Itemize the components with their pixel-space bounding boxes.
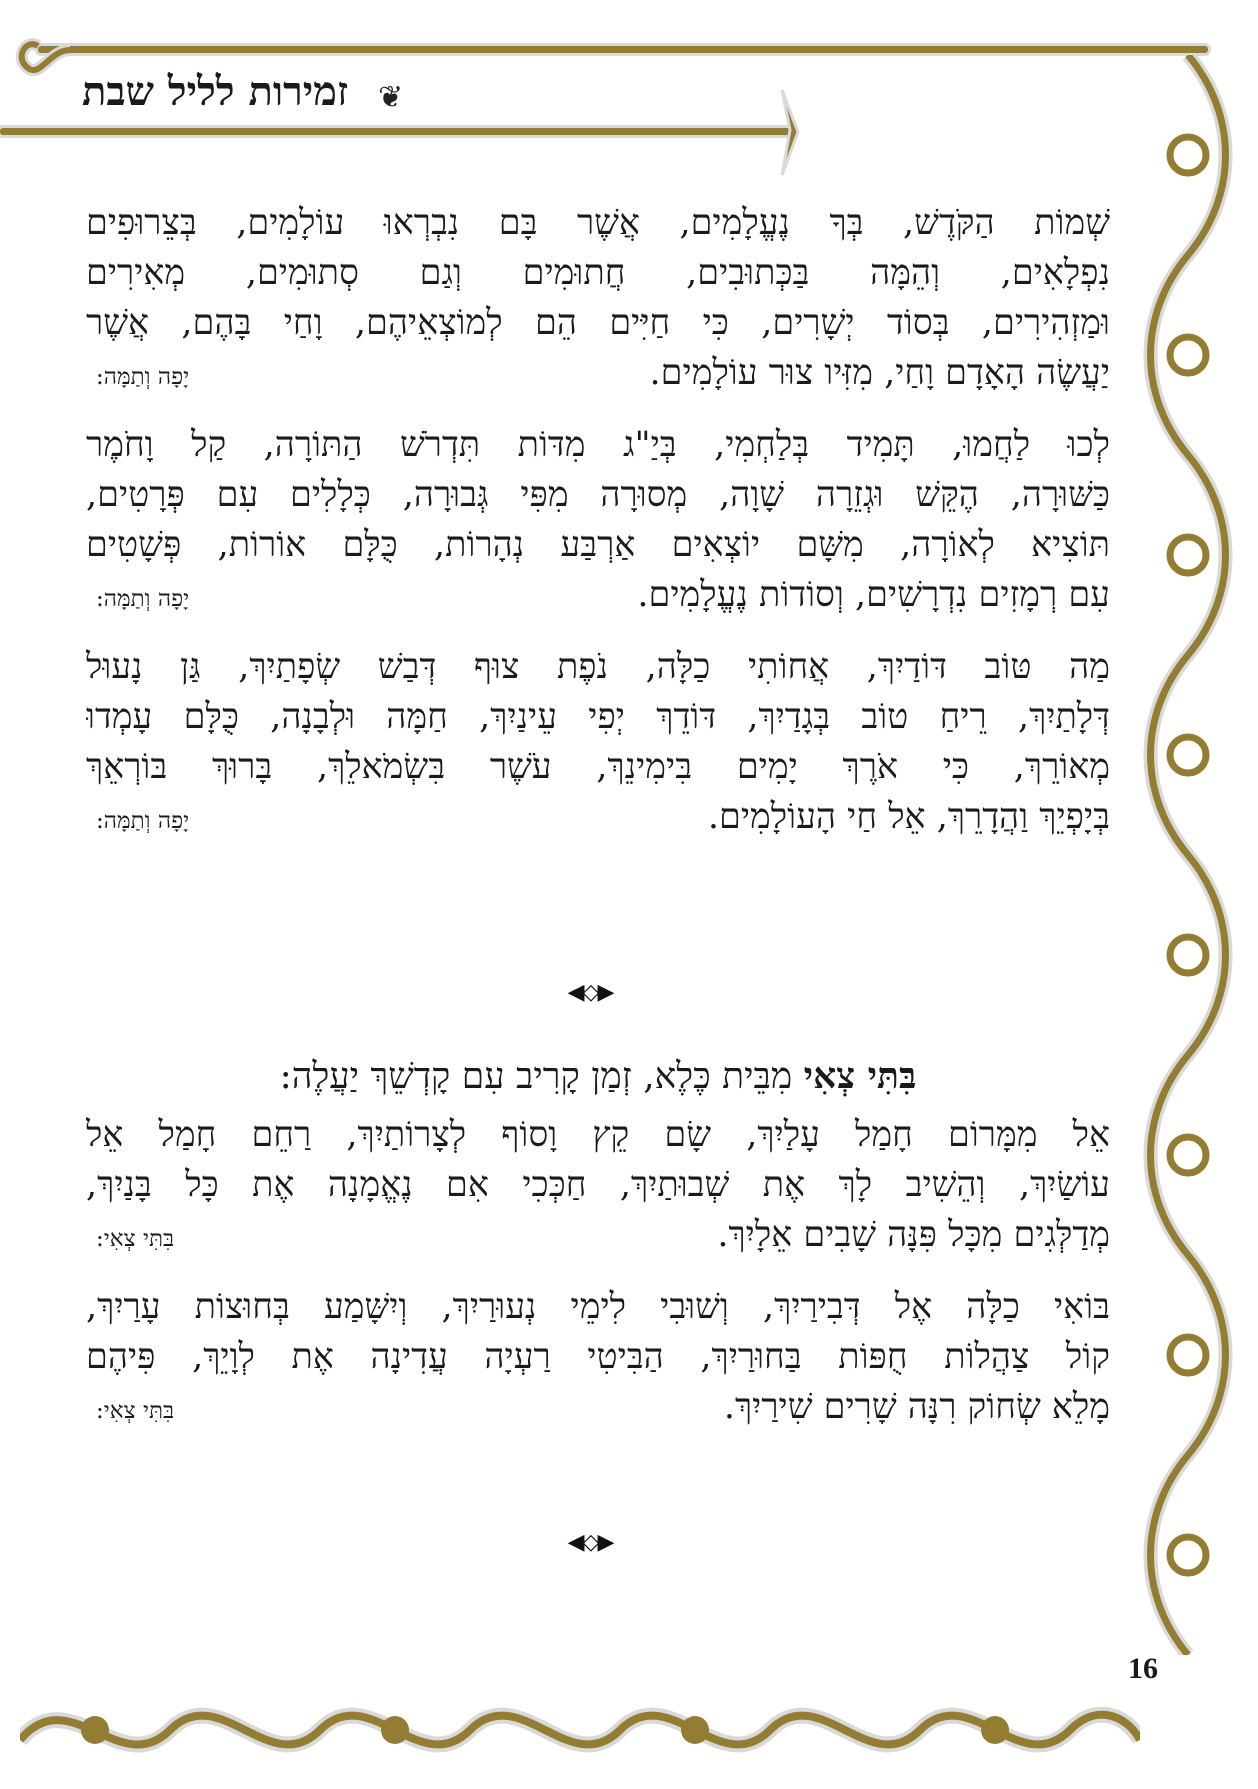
verse-line: מְאוֹרֵךְ, כִּי אֹרֶךְ יָמִים בִּימִינֵךְ, עֹשֶׁר בִּשְׂמֹאלֵךְ, בָּרוּךְ בּוֹרְאֵךְ <box>86 747 1110 787</box>
verse-line: לְכוּ לַחֲמוּ, תָּמִיד בְּלַחְמִי, בְּיַ"ג מִדּוֹת תִּדְרֹשׁ הַתּוֹרָה, קַל וָחֹמֶר <box>86 425 1110 465</box>
verse-line: תּוֹצִיא לְאוֹרָה, מִשָּׁם יוֹצְאִים אַרְבַּע נְהָרוֹת, כֻּלָּם אוֹרוֹת, פְּשָׁטִים <box>86 525 1110 565</box>
verse-line: מְדַלְּגִים מִכָּל פִּנָּה שָׁבִים אֵלָיִךְ. <box>717 1215 1110 1255</box>
verse-line: דְּלָתַיִךְ, רֵיחַ טוֹב בְּגָדַיִךְ, דּוֹדֵךְ יְפִי עֵינַיִךְ, חַמָּה וּלְבָנָה, כֻּלָּם עָמְדוּ <box>86 697 1110 737</box>
diamond-divider-icon: ◀◇▶ <box>567 980 613 1005</box>
section-heading <box>86 1055 1110 1097</box>
verse-line: וּמַזְהִירִים, בְּסוֹד יְשָׁרִים, כִּי חַיִּים הֵם לְמוֹצְאֵיהֶם, וָחַי בָּהֶם, אֲשֶׁר <box>86 303 1110 343</box>
ornamental-border-right <box>1128 55 1246 1655</box>
stanza <box>86 198 1110 398</box>
refrain-cue: יָפָה וְתַמָּה: <box>96 364 190 390</box>
refrain-cue: בִּתִּי צְאִי: <box>96 1398 175 1424</box>
stanzas-part1 <box>86 198 1110 864</box>
header-bottom-rule <box>0 128 790 135</box>
verse-line: שְׁמוֹת הַקֹּדֶשׁ, בְּךָ נֶעֱלָמִים, אֲשֶׁר בָּם נִבְרְאוּ עוֹלָמִים, בְּצֵרוּפִים <box>86 203 1110 243</box>
running-header-title: זמירות לליל שבת <box>82 68 349 115</box>
verse-line: אֵל מִמָּרוֹם חָמַל עָלַיִךְ, שָׂם קֵץ וָסוֹף לְצָרוֹתַיִךְ, רַחֵם חָמַל אֵל <box>86 1115 1110 1155</box>
stanzas-part2 <box>86 1110 1110 1454</box>
verse-line: יַעֲשֶׂה הָאָדָם וָחַי, מִזִּיו צוּר עוֹלָמִים. <box>649 353 1110 393</box>
ornamental-border-bottom <box>20 1680 1140 1780</box>
diamond-divider-icon: ◀◇▶ <box>567 1530 613 1555</box>
heading-rest: מִבֵּית כֶּלֶא, זְמַן קָרִיב עִם קָדְשֵׁךְ יַעֲלֶה: <box>279 1056 793 1097</box>
stanza <box>86 642 1110 842</box>
verse-line: קוֹל צַהֲלוֹת חֻפּוֹת בַּחוּרַיִךְ, הַבִּיטִי רַעְיָה עֲדִינָה אֶת לְוָיֵךְ, פִּיהֶם <box>86 1337 1110 1377</box>
refrain-cue: יָפָה וְתַמָּה: <box>96 808 190 834</box>
verse-line: כַּשּׁוּרָה, הֶקֵּשׁ וּגְזֵרָה שָׁוָה, מְסוּרָה מִפִּי גְּבוּרָה, כְּלָלִים עִם פְּרָטִים, <box>86 475 1110 515</box>
stanza <box>86 1110 1110 1260</box>
verse-line: נִפְלָאִים, וְהֵמָּה בַּכְּתוּבִים, חֲתוּמִים וְגַם סְתוּמִים, מְאִירִים <box>86 253 1110 293</box>
verse-line: עוֹשַׂיִךְ, וְהֵשִׁיב לָךְ אֶת שְׁבוּתַיִךְ, חַכְּכִי אִם נֶאֱמָנָה אֶת כָּל בָּנַיִךְ, <box>86 1165 1110 1205</box>
refrain-cue: יָפָה וְתַמָּה: <box>96 586 190 612</box>
verse-line: מַה טּוֹב דּוֹדַיִךְ, אֲחוֹתִי כַלָּה, נֹפֶת צוּף דְּבַשׁ שְׂפָתַיִךְ, גַּן נָעוּל <box>86 647 1110 687</box>
scroll-curl-icon <box>10 28 80 88</box>
header-top-rule <box>38 46 1208 53</box>
verse-line: בְּיָפְיֵךְ וַהֲדָרֵךְ, אֵל חַי הָעוֹלָמִים. <box>707 797 1110 837</box>
verse-line: מָלֵא שְׂחוֹק רִנָּה שָׁרִים שִׁירַיִךְ. <box>723 1387 1110 1427</box>
verse-line: בּוֹאִי כַלָּה אֶל דְּבִירַיִךְ, וְשׁוּבִי לִימֵי נְעוּרַיִךְ, וְיִשָּׁמַע בְּחוּצוֹת עָרַיִךְ, <box>86 1287 1110 1327</box>
heading-bold: בִּתִּי צְאִי <box>803 1055 917 1097</box>
page-number: 16 <box>1128 1652 1158 1685</box>
finial-icon <box>770 90 810 180</box>
fleuron-icon: ❦ <box>378 80 404 115</box>
stanza <box>86 1282 1110 1432</box>
stanza <box>86 420 1110 620</box>
refrain-cue: בִּתִּי צְאִי: <box>96 1226 175 1252</box>
verse-line: עִם רְמָזִים נִדְרָשִׁים, וְסוֹדוֹת נֶעֱלָמִים. <box>637 575 1110 615</box>
